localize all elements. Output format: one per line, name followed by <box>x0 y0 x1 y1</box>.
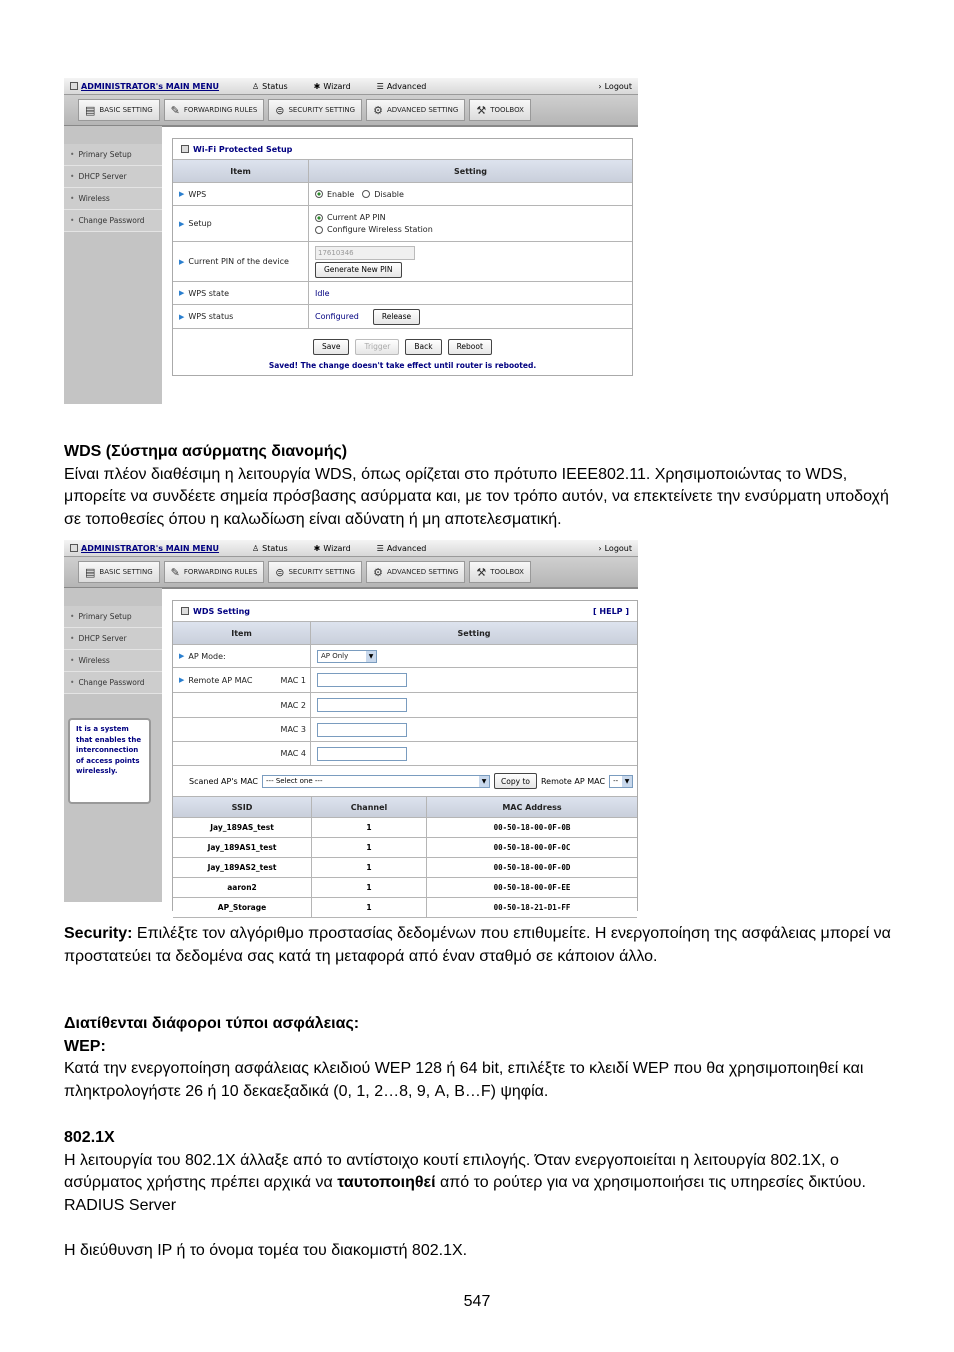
channel-cell: 1 <box>312 818 427 837</box>
logout-link[interactable]: › Logout <box>598 81 632 91</box>
advanced-setting-button[interactable]: ⚙ ADVANCED SETTING <box>366 561 465 583</box>
security-section <box>64 923 894 968</box>
help-link[interactable]: [ HELP ] <box>592 606 629 616</box>
wds-panel <box>172 600 638 911</box>
arrow-icon: ▶ <box>179 219 185 228</box>
status-label: WPS status <box>188 312 234 321</box>
pin-field: 17610346 <box>315 246 415 260</box>
table-row <box>173 878 637 898</box>
status-icon: ♙ <box>252 543 260 553</box>
advanced-link[interactable]: ☰ Advanced <box>376 81 427 91</box>
wep-heading: WEP: <box>64 1037 106 1055</box>
basic-setting-icon: ▤ <box>85 565 96 579</box>
scan-header-row <box>173 797 637 818</box>
wizard-icon: ✱ <box>313 81 321 91</box>
blank-line <box>64 1217 894 1240</box>
sidebar-spacer <box>64 126 162 144</box>
arrow-icon: ▶ <box>179 312 185 321</box>
col-item-header: Item <box>173 160 309 182</box>
remote-ap-label: Remote AP MAC <box>188 675 253 685</box>
wps-enable-label: Enable <box>327 189 355 199</box>
wps-disable-label: Disable <box>374 189 404 199</box>
basic-setting-button[interactable]: ▤ BASIC SETTING <box>78 561 160 583</box>
scan-table <box>173 797 637 918</box>
chevron-down-icon: ▼ <box>366 651 376 662</box>
wizard-icon: ✱ <box>313 543 321 553</box>
logout-arrow-icon: › <box>598 543 602 553</box>
sidebar-item-wireless[interactable]: • Wireless <box>64 650 162 672</box>
security-icon: ⊜ <box>275 565 285 579</box>
setup-label: Setup <box>188 219 212 228</box>
wps-disable-radio[interactable] <box>362 190 370 198</box>
wds-heading: WDS (Σύστημα ασύρματης διανομής) <box>64 443 348 460</box>
x8021-heading: 802.1X <box>64 1129 115 1146</box>
mac-cell: 00-50-18-00-0F-0D <box>493 863 571 872</box>
x8021-text-b: από το ρούτερ για να χρησιμοποιήσει τις υπηρεσίες δικτύου. <box>435 1174 866 1192</box>
main-menubar <box>64 557 638 589</box>
state-row <box>173 282 632 305</box>
advanced-icon: ☰ <box>376 81 384 91</box>
mac2-input[interactable] <box>317 698 407 712</box>
th-ssid: SSID <box>173 797 312 817</box>
ssid-cell: aaron2 <box>173 878 312 897</box>
sidebar-spacer <box>64 588 162 606</box>
status-link[interactable]: ♙ Status <box>252 81 288 91</box>
main-menu-link[interactable]: ADMINISTRATOR's MAIN MENU <box>64 82 236 91</box>
state-value: Idle <box>315 288 330 298</box>
th-channel: Channel <box>312 797 427 817</box>
state-label: WPS state <box>188 288 230 298</box>
main-menubar <box>64 95 638 127</box>
page-number: 547 <box>463 1293 491 1310</box>
toolbox-icon: ⚒ <box>476 103 487 117</box>
security-icon: ⊜ <box>275 103 285 117</box>
mac1-input[interactable] <box>317 673 407 687</box>
back-button[interactable]: Back <box>405 339 441 355</box>
status-row <box>173 305 632 329</box>
security-setting-button[interactable]: ⊜ SECURITY SETTING <box>268 99 362 121</box>
channel-cell: 1 <box>312 858 427 877</box>
action-area <box>173 329 632 379</box>
wps-panel-title: Wi-Fi Protected Setup <box>173 139 632 160</box>
status-icon: ♙ <box>252 81 260 91</box>
table-row <box>173 838 637 858</box>
copy-to-button[interactable]: Copy to <box>494 773 537 789</box>
x8021-text-a: Η λειτουργία του 802.1X άλλαξε από το αντίστοιχο κουτί επιλογής. Όταν ενεργοποιείται η λειτουργία 802.1X, ο ασύρματος χρήστης πρέπει αρχικά να <box>64 1151 839 1192</box>
scanned-ap-select[interactable]: --- Select one --- ▼ <box>262 775 490 788</box>
advanced-setting-icon: ⚙ <box>373 565 383 579</box>
wps-panel <box>172 138 633 376</box>
reboot-button[interactable]: Reboot <box>448 339 492 355</box>
mac4-row <box>173 742 637 766</box>
ssid-cell: Jay_189AS2_test <box>173 858 312 877</box>
top-menu-bar <box>64 78 638 95</box>
help-box: It is a system that enables the interconnection of access points wirelessly. <box>68 718 151 804</box>
scan-rows <box>173 818 637 918</box>
mac1-label: MAC 1 <box>280 675 306 685</box>
ap-mode-select[interactable]: AP Only ▼ <box>317 650 377 663</box>
mac-cell: 00-50-18-00-0F-EE <box>493 883 571 892</box>
arrow-icon: ▶ <box>179 190 185 198</box>
setup-current-pin-radio[interactable] <box>315 214 323 222</box>
pin-row <box>173 242 632 282</box>
mac4-input[interactable] <box>317 747 407 761</box>
status-value: Configured <box>315 312 359 321</box>
arrow-icon: ▶ <box>179 652 185 660</box>
channel-cell: 1 <box>312 838 427 857</box>
basic-setting-icon: ▤ <box>85 103 96 117</box>
advanced-setting-button[interactable]: ⚙ ADVANCED SETTING <box>366 99 465 121</box>
ssid-cell: Jay_189AS1_test <box>173 838 312 857</box>
wps-enable-radio[interactable] <box>315 190 323 198</box>
sidebar-item-primary-setup[interactable]: • Primary Setup <box>64 606 162 628</box>
basic-setting-button[interactable]: ▤ BASIC SETTING <box>78 99 160 121</box>
status-link[interactable]: ♙ Status <box>252 543 288 553</box>
menu-square-icon <box>70 544 78 552</box>
forwarding-rules-button[interactable]: ✎ FORWARDING RULES <box>164 561 265 583</box>
sidebar-item-change-password[interactable]: • Change Password <box>64 210 162 232</box>
mac2-row <box>173 693 637 718</box>
arrow-icon: ▶ <box>179 676 185 684</box>
radius-server: RADIUS Server <box>64 1196 177 1214</box>
generate-pin-button[interactable]: Generate New PIN <box>315 262 402 278</box>
advanced-setting-icon: ⚙ <box>373 103 383 117</box>
setup-opt2-label: Configure Wireless Station <box>327 225 433 234</box>
chevron-down-icon: ▼ <box>479 776 489 787</box>
main-menu-link[interactable]: ADMINISTRATOR's MAIN MENU <box>64 544 236 553</box>
sidebar-item-change-password[interactable]: • Change Password <box>64 672 162 694</box>
forwarding-icon: ✎ <box>170 565 180 579</box>
mac3-input[interactable] <box>317 723 407 737</box>
sidebar-item-dhcp-server[interactable]: • DHCP Server <box>64 166 162 188</box>
wizard-link[interactable]: ✱ Wizard <box>313 543 351 553</box>
table-row <box>173 858 637 878</box>
col-item-header: Item <box>173 622 311 644</box>
sidebar-item-dhcp-server[interactable]: • DHCP Server <box>64 628 162 650</box>
wps-header-row <box>173 160 632 183</box>
toolbox-button[interactable]: ⚒ TOOLBOX <box>469 561 531 583</box>
table-row <box>173 818 637 838</box>
radius-description: Η διεύθυνση IP ή το όνομα τομέα του διακομιστή 802.1X. <box>64 1241 468 1259</box>
types-section <box>64 1013 894 1103</box>
setup-configure-station-radio[interactable] <box>315 226 323 234</box>
scanned-row <box>173 766 637 797</box>
trigger-button[interactable]: Trigger <box>355 339 399 355</box>
ssid-cell: Jay_189AS_test <box>173 818 312 837</box>
remote-ap-short-label: Remote AP MAC <box>540 776 606 786</box>
wds-panel-title: WDS Setting [ HELP ] <box>173 601 637 622</box>
release-button[interactable]: Release <box>373 309 420 325</box>
sidebar <box>64 126 162 404</box>
channel-cell: 1 <box>312 898 427 917</box>
arrow-icon: ▶ <box>179 257 185 266</box>
toolbox-icon: ⚒ <box>476 565 487 579</box>
forwarding-rules-button[interactable]: ✎ FORWARDING RULES <box>164 99 265 121</box>
channel-cell: 1 <box>312 878 427 897</box>
wizard-link[interactable]: ✱ Wizard <box>313 81 351 91</box>
mac4-label: MAC 4 <box>280 749 306 758</box>
wds-paragraph: Είναι πλέον διαθέσιμη η λειτουργία WDS, όπως ορίζεται στο πρότυπο IEEE802.11. Χρησιμοποιώντας το WDS, μπορείτε να συνδέετε σημεία πρόσβασης ασύρματα και, με τον τρόπο αυτόν, να επεκτείνετε την ενσύρματη υποδοχή σε τοποθεσίες όπου η καλωδίωση είναι αδύνατη ή μη αποτελεσματική. <box>64 465 889 528</box>
mac3-row <box>173 718 637 742</box>
chevron-down-icon: ▼ <box>622 776 632 787</box>
panel-square-icon <box>181 145 189 153</box>
wds-header-row <box>173 622 637 645</box>
remote-ap-select[interactable]: -- ▼ <box>609 775 633 788</box>
sidebar-item-primary-setup[interactable]: • Primary Setup <box>64 144 162 166</box>
ap-mode-label: AP Mode: <box>188 651 226 661</box>
wds-section <box>64 441 894 531</box>
logout-link[interactable]: › Logout <box>598 543 632 553</box>
types-heading: Διατίθενται διάφοροι τύποι ασφάλειας: <box>64 1015 360 1032</box>
ap-mode-row <box>173 645 637 668</box>
wds-screenshot <box>64 540 638 912</box>
sidebar-item-wireless[interactable]: • Wireless <box>64 188 162 210</box>
logout-arrow-icon: › <box>598 81 602 91</box>
col-setting-header: Setting <box>454 166 487 176</box>
setup-opt1-label: Current AP PIN <box>327 213 386 222</box>
mac2-label: MAC 2 <box>280 700 306 710</box>
col-setting-header: Setting <box>457 628 491 638</box>
wep-text: Κατά την ενεργοποίηση ασφάλειας κλειδιού WEP 128 ή 64 bit, επιλέξτε το κλειδί WEP που θα χρησιμοποιηθεί και πληκτρολογήστε 26 ή 10 δεκαεξαδικά (0, 1, 2…8, 9, A, B…F) ψηφία. <box>64 1060 864 1100</box>
saved-message: Saved! The change doesn't take effect until router is rebooted. <box>268 360 537 370</box>
advanced-icon: ☰ <box>376 543 384 553</box>
scanned-label: Scaned AP's MAC <box>189 776 259 786</box>
sidebar <box>64 588 162 902</box>
save-button[interactable]: Save <box>313 339 349 355</box>
mac-cell: 00-50-18-00-0F-0C <box>493 843 571 852</box>
ssid-cell: AP_Storage <box>173 898 312 917</box>
x8021-section <box>64 1127 894 1263</box>
arrow-icon: ▶ <box>179 289 185 297</box>
mac3-label: MAC 3 <box>280 725 306 734</box>
mac-cell: 00-50-18-21-D1-FF <box>493 903 571 912</box>
setup-row <box>173 206 632 242</box>
security-label: Security: <box>64 925 133 942</box>
wps-label: WPS <box>188 189 207 199</box>
top-menu-bar <box>64 540 638 557</box>
wps-screenshot <box>64 78 638 404</box>
menu-square-icon <box>70 82 78 90</box>
forwarding-icon: ✎ <box>170 103 180 117</box>
advanced-link[interactable]: ☰ Advanced <box>376 543 427 553</box>
security-setting-button[interactable]: ⊜ SECURITY SETTING <box>268 561 362 583</box>
x8021-bold: ταυτοποιηθεί <box>337 1174 436 1192</box>
wps-row <box>173 183 632 206</box>
panel-square-icon <box>181 607 189 615</box>
pin-label: Current PIN of the device <box>188 257 289 266</box>
mac1-row <box>173 668 637 693</box>
th-mac: MAC Address <box>502 802 562 812</box>
security-text: Επιλέξτε τον αλγόριθμο προστασίας δεδομένων που επιθυμείτε. Η ενεργοποίηση της ασφάλειας μπορεί να προστατεύει τα δεδομένα σας κατά τη μεταφορά από έναν σταθμό σε κάποιον άλλο. <box>64 925 891 965</box>
mac-cell: 00-50-18-00-0F-0B <box>493 823 571 832</box>
toolbox-button[interactable]: ⚒ TOOLBOX <box>469 99 531 121</box>
table-row <box>173 898 637 918</box>
